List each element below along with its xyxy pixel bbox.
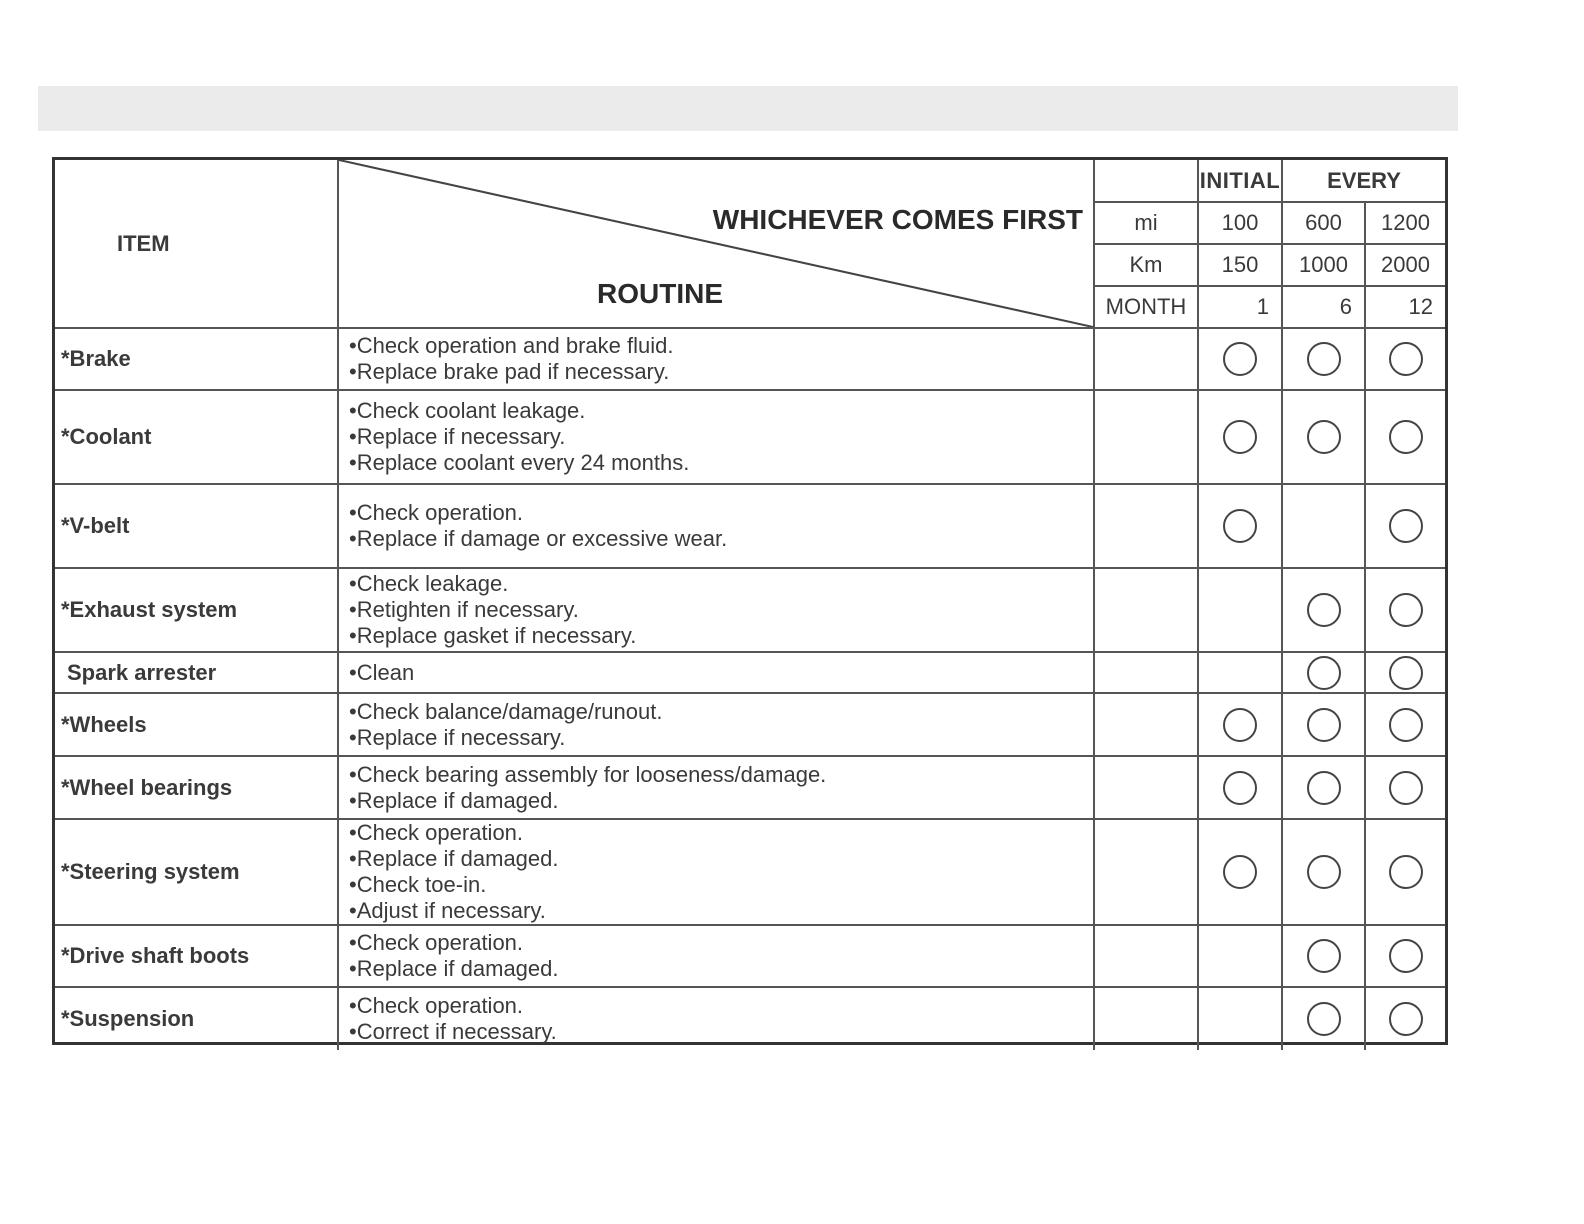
- every-value: 2000: [1365, 244, 1445, 286]
- unit-column-cell: [1094, 819, 1198, 925]
- routine-line: •Check operation and brake fluid.: [349, 333, 674, 358]
- circle-mark-icon: [1389, 656, 1423, 690]
- routine-line: •Replace if damaged.: [349, 846, 559, 871]
- item-name: Spark arrester: [55, 652, 338, 693]
- table-row: [55, 987, 1445, 1050]
- unit-column-cell: [1094, 568, 1198, 652]
- circle-mark-icon: [1307, 771, 1341, 805]
- unit-column-cell: [1094, 987, 1198, 1050]
- interval-cell: [1365, 819, 1445, 925]
- circle-mark-icon: [1389, 509, 1423, 543]
- routine-line: •Replace coolant every 24 months.: [349, 450, 690, 475]
- item-name: *Wheels: [55, 693, 338, 756]
- table-row: [55, 328, 1445, 390]
- interval-cell: [1198, 390, 1282, 484]
- routine-line: •Check bearing assembly for looseness/damage.: [349, 761, 827, 787]
- table-row: [55, 652, 1445, 693]
- interval-cell: [1282, 987, 1365, 1050]
- circle-mark-icon: [1389, 593, 1423, 627]
- schedule-grid: [55, 160, 1445, 1050]
- interval-cell: [1365, 484, 1445, 568]
- routine-cell: [338, 693, 1094, 756]
- interval-cell: [1282, 568, 1365, 652]
- interval-cell: [1282, 390, 1365, 484]
- circle-mark-icon: [1389, 708, 1423, 742]
- interval-cell: [1282, 693, 1365, 756]
- table-row: [55, 484, 1445, 568]
- maintenance-schedule-table: [52, 157, 1448, 1045]
- routine-diagonal-header: [338, 160, 1094, 328]
- table-row: [55, 390, 1445, 484]
- circle-mark-icon: [1223, 708, 1257, 742]
- item-name: *Coolant: [55, 390, 338, 484]
- initial-header: INITIAL: [1198, 160, 1282, 202]
- item-name: *Brake: [55, 328, 338, 390]
- every-value: 1000: [1282, 244, 1365, 286]
- every-header: EVERY: [1282, 160, 1445, 202]
- routine-line: •Check toe-in.: [349, 872, 487, 897]
- routine-line: •Check leakage.: [349, 571, 509, 596]
- unit-label: Km: [1094, 244, 1198, 286]
- item-name: *Drive shaft boots: [55, 925, 338, 987]
- circle-mark-icon: [1389, 420, 1423, 454]
- unit-header-blank: [1094, 160, 1198, 202]
- circle-mark-icon: [1389, 771, 1423, 805]
- interval-cell: [1365, 390, 1445, 484]
- every-value: 1200: [1365, 202, 1445, 244]
- circle-mark-icon: [1307, 593, 1341, 627]
- unit-column-cell: [1094, 390, 1198, 484]
- routine-cell: [338, 819, 1094, 925]
- item-name: *Suspension: [55, 987, 338, 1050]
- initial-value: 1: [1198, 286, 1282, 328]
- header-band: [38, 86, 1458, 131]
- circle-mark-icon: [1307, 656, 1341, 690]
- interval-cell: [1282, 652, 1365, 693]
- unit-column-cell: [1094, 693, 1198, 756]
- routine-line: •Correct if necessary.: [349, 1019, 557, 1044]
- circle-mark-icon: [1389, 939, 1423, 973]
- circle-mark-icon: [1307, 855, 1341, 889]
- circle-mark-icon: [1389, 342, 1423, 376]
- interval-cell: [1198, 652, 1282, 693]
- circle-mark-icon: [1307, 342, 1341, 376]
- interval-cell: [1198, 328, 1282, 390]
- routine-line: •Check operation.: [349, 930, 524, 955]
- routine-line: •Check operation.: [349, 500, 524, 525]
- table-row: [55, 693, 1445, 756]
- interval-cell: [1198, 568, 1282, 652]
- circle-mark-icon: [1389, 1002, 1423, 1036]
- item-name: *Steering system: [55, 819, 338, 925]
- routine-line: •Check operation.: [349, 993, 524, 1018]
- routine-cell: [338, 652, 1094, 693]
- interval-cell: [1198, 819, 1282, 925]
- initial-value: 100: [1198, 202, 1282, 244]
- interval-cell: [1198, 925, 1282, 987]
- item-column-header: ITEM: [55, 160, 338, 328]
- unit-column-cell: [1094, 652, 1198, 693]
- table-row: [55, 568, 1445, 652]
- every-value: 6: [1282, 286, 1365, 328]
- circle-mark-icon: [1223, 509, 1257, 543]
- circle-mark-icon: [1307, 1002, 1341, 1036]
- interval-cell: [1365, 568, 1445, 652]
- item-name: *V-belt: [55, 484, 338, 568]
- unit-label: MONTH: [1094, 286, 1198, 328]
- routine-line: •Replace if damaged.: [349, 787, 559, 813]
- unit-column-cell: [1094, 484, 1198, 568]
- every-value: 600: [1282, 202, 1365, 244]
- routine-cell: [338, 568, 1094, 652]
- unit-label: mi: [1094, 202, 1198, 244]
- routine-cell: [338, 328, 1094, 390]
- item-name: *Wheel bearings: [55, 756, 338, 819]
- interval-cell: [1198, 693, 1282, 756]
- table-row: [55, 756, 1445, 819]
- interval-cell: [1365, 925, 1445, 987]
- interval-cell: [1198, 987, 1282, 1050]
- interval-cell: [1365, 693, 1445, 756]
- interval-cell: [1282, 328, 1365, 390]
- interval-cell: [1365, 328, 1445, 390]
- routine-line: •Check coolant leakage.: [349, 398, 586, 423]
- routine-line: •Check balance/damage/runout.: [349, 698, 663, 724]
- table-row: [55, 925, 1445, 987]
- item-name: *Exhaust system: [55, 568, 338, 652]
- every-value: 12: [1365, 286, 1445, 328]
- routine-line: •Check operation.: [349, 820, 524, 845]
- interval-cell: [1365, 756, 1445, 819]
- interval-cell: [1282, 756, 1365, 819]
- routine-line: •Replace if damage or excessive wear.: [349, 526, 728, 551]
- routine-line: •Clean: [349, 659, 415, 685]
- interval-cell: [1198, 756, 1282, 819]
- circle-mark-icon: [1307, 708, 1341, 742]
- table-row: [55, 819, 1445, 925]
- whichever-comes-first-label: WHICHEVER COMES FIRST: [712, 204, 1083, 235]
- routine-line: •Replace if necessary.: [349, 724, 566, 750]
- routine-label: ROUTINE: [597, 278, 723, 309]
- circle-mark-icon: [1389, 855, 1423, 889]
- routine-line: •Replace brake pad if necessary.: [349, 359, 670, 384]
- interval-cell: [1198, 484, 1282, 568]
- routine-line: •Replace if necessary.: [349, 424, 566, 449]
- routine-line: •Retighten if necessary.: [349, 597, 579, 622]
- circle-mark-icon: [1307, 939, 1341, 973]
- circle-mark-icon: [1307, 420, 1341, 454]
- circle-mark-icon: [1223, 855, 1257, 889]
- routine-line: •Replace if damaged.: [349, 956, 559, 981]
- routine-cell: [338, 484, 1094, 568]
- circle-mark-icon: [1223, 420, 1257, 454]
- routine-line: •Replace gasket if necessary.: [349, 623, 637, 648]
- interval-cell: [1282, 925, 1365, 987]
- interval-cell: [1365, 652, 1445, 693]
- circle-mark-icon: [1223, 771, 1257, 805]
- unit-column-cell: [1094, 328, 1198, 390]
- routine-cell: [338, 390, 1094, 484]
- unit-column-cell: [1094, 925, 1198, 987]
- unit-column-cell: [1094, 756, 1198, 819]
- interval-cell: [1282, 484, 1365, 568]
- initial-value: 150: [1198, 244, 1282, 286]
- circle-mark-icon: [1223, 342, 1257, 376]
- routine-line: •Adjust if necessary.: [349, 898, 546, 923]
- header-row-1: [55, 160, 1445, 202]
- interval-cell: [1282, 819, 1365, 925]
- routine-cell: [338, 756, 1094, 819]
- routine-cell: [338, 987, 1094, 1050]
- interval-cell: [1365, 987, 1445, 1050]
- routine-cell: [338, 925, 1094, 987]
